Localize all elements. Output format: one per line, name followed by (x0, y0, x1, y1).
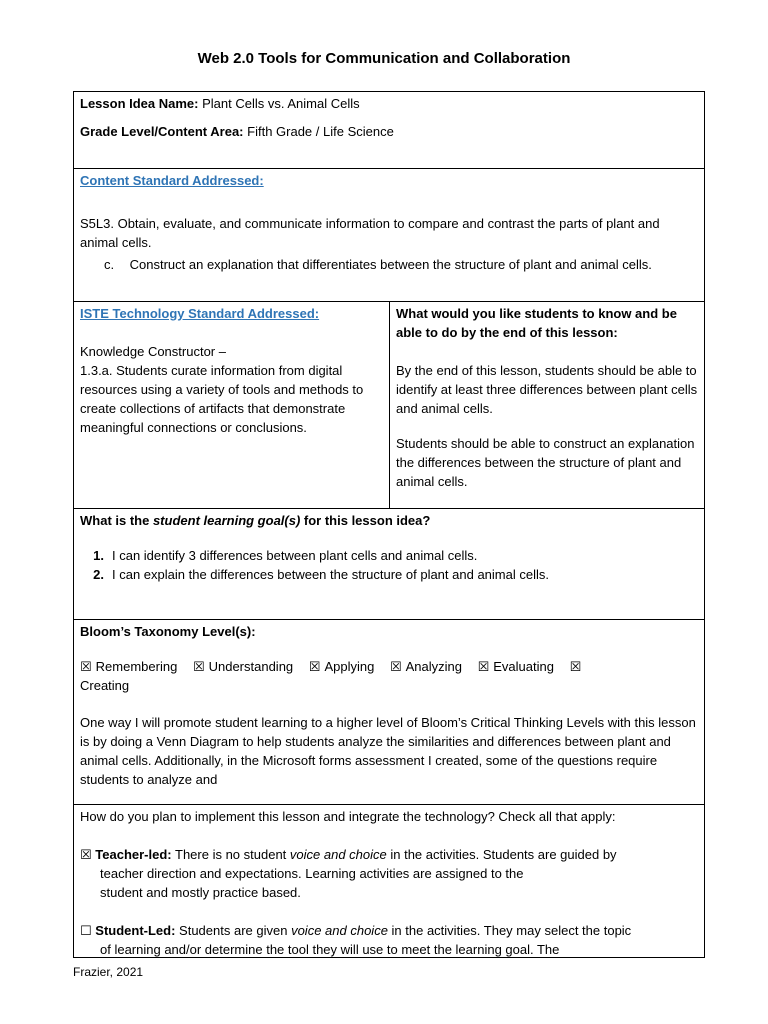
subitem-marker: c. (104, 257, 115, 272)
lesson-info-box (73, 91, 705, 169)
lesson-name-label: Lesson Idea Name: (80, 96, 199, 111)
implementation-heading: How do you plan to implement this lesson and integrate the technology? Check all that apply: (80, 809, 616, 824)
know-paragraph-2: Students should be able to construct an explanation the differences between the structure of plant and animal cells. (396, 436, 695, 489)
teacher-text-em: voice and choice (289, 847, 387, 862)
column-divider (389, 302, 390, 508)
level-applying[interactable] (309, 657, 375, 676)
page-title: Web 2.0 Tools for Communication and Collaboration (197, 50, 571, 67)
learning-goals-box (73, 508, 705, 620)
teacher-text-line3: student and mostly practice based. (100, 885, 301, 900)
implementation-box (73, 804, 705, 958)
level-analyzing[interactable] (390, 657, 462, 676)
know-heading: What would you like students to know and be able to do by the end of this lesson: (396, 306, 677, 340)
know-paragraph-1: By the end of this lesson, students should be able to identify at least three differences between plant cells and animal cells. (396, 363, 698, 416)
iste-body: 1.3.a. Students curate information from digital resources using a variety of tools and methods to create collections of artifacts that demonstrate meaningful connections or conclusions. (80, 363, 364, 435)
student-text: in the activities. They may select the topic (387, 923, 632, 938)
teacher-text-line2: teacher direction and expectations. Learning activities are assigned to the (100, 866, 524, 881)
checkbox-checked-icon: ☒ (389, 659, 402, 674)
grade-level-row (80, 122, 394, 141)
footer-author-year: Frazier, 2021 (73, 965, 144, 979)
goal-text: I can identify 3 differences between plant cells and animal cells. (112, 548, 478, 563)
blooms-levels (80, 657, 700, 695)
goal-number: 1. (93, 548, 104, 563)
content-standard-heading: Content Standard Addressed: (80, 173, 264, 188)
level-label: Remembering (95, 659, 178, 674)
list-item (80, 565, 690, 584)
goals-list (80, 546, 690, 584)
teacher-text: in the activities. Students are guided by (386, 847, 617, 862)
blooms-heading: Bloom’s Taxonomy Level(s): (80, 624, 256, 639)
content-standard-subitem (104, 255, 694, 274)
checkbox-unchecked-icon[interactable]: ☐ (80, 923, 92, 938)
goals-heading-pre: What is the (80, 513, 153, 528)
checkbox-checked-icon[interactable]: ☒ (80, 847, 92, 862)
level-label: Evaluating (493, 659, 554, 674)
standards-two-column-box (73, 301, 705, 509)
subitem-text: Construct an explanation that differentiates between the structure of plant and animal cells. (129, 257, 652, 272)
goal-number: 2. (93, 567, 104, 582)
level-understanding[interactable] (193, 657, 293, 676)
blooms-box (73, 619, 705, 805)
iste-line1: Knowledge Constructor – (80, 344, 226, 359)
list-item (80, 546, 690, 565)
level-label: Understanding (208, 659, 294, 674)
know-column (396, 304, 700, 491)
grade-level-value: Fifth Grade / Life Science (247, 124, 394, 139)
level-remembering[interactable] (80, 657, 177, 676)
grade-level-label: Grade Level/Content Area: (80, 124, 244, 139)
checkbox-checked-icon[interactable]: ☒ (569, 659, 582, 674)
goals-heading-post: for this lesson idea? (300, 513, 431, 528)
student-led-option (80, 921, 702, 959)
student-led-label: Student-Led: (95, 923, 176, 938)
checkbox-checked-icon: ☒ (192, 659, 205, 674)
teacher-led-option (80, 845, 702, 902)
level-evaluating[interactable] (478, 657, 554, 676)
student-text-em: voice and choice (291, 923, 388, 938)
goals-heading-em: student learning goal(s) (152, 513, 301, 528)
level-creating[interactable]: Creating (80, 678, 130, 693)
level-label: Analyzing (405, 659, 462, 674)
student-text: Students are given (175, 923, 292, 938)
checkbox-checked-icon: ☒ (308, 659, 321, 674)
checkbox-checked-icon: ☒ (80, 659, 92, 674)
teacher-text: There is no student (171, 847, 290, 862)
level-label: Applying (324, 659, 375, 674)
goals-heading (80, 511, 430, 530)
teacher-led-label: Teacher-led: (95, 847, 172, 862)
goal-text: I can explain the differences between the structure of plant and animal cells. (112, 567, 549, 582)
iste-heading: ISTE Technology Standard Addressed: (80, 306, 320, 321)
content-standard-text: S5L3. Obtain, evaluate, and communicate information to compare and contrast the parts of plant and animal cells. (80, 216, 660, 250)
checkbox-checked-icon: ☒ (477, 659, 490, 674)
lesson-name-value: Plant Cells vs. Animal Cells (202, 96, 360, 111)
iste-column (80, 304, 380, 437)
content-standard-box (73, 168, 705, 302)
blooms-paragraph: One way I will promote student learning to a higher level of Bloom’s Critical Thinking Levels with this lesson is by doing a Venn Diagram to help students analyze the similarities and differences between plant and animal cells. Additionally, in the Microsoft forms assessment I created, some of the questions require students to analyze and (80, 715, 696, 787)
student-text-line2: of learning and/or determine the tool they will use to meet the learning goal. The (100, 942, 560, 957)
lesson-name-row (80, 94, 360, 113)
